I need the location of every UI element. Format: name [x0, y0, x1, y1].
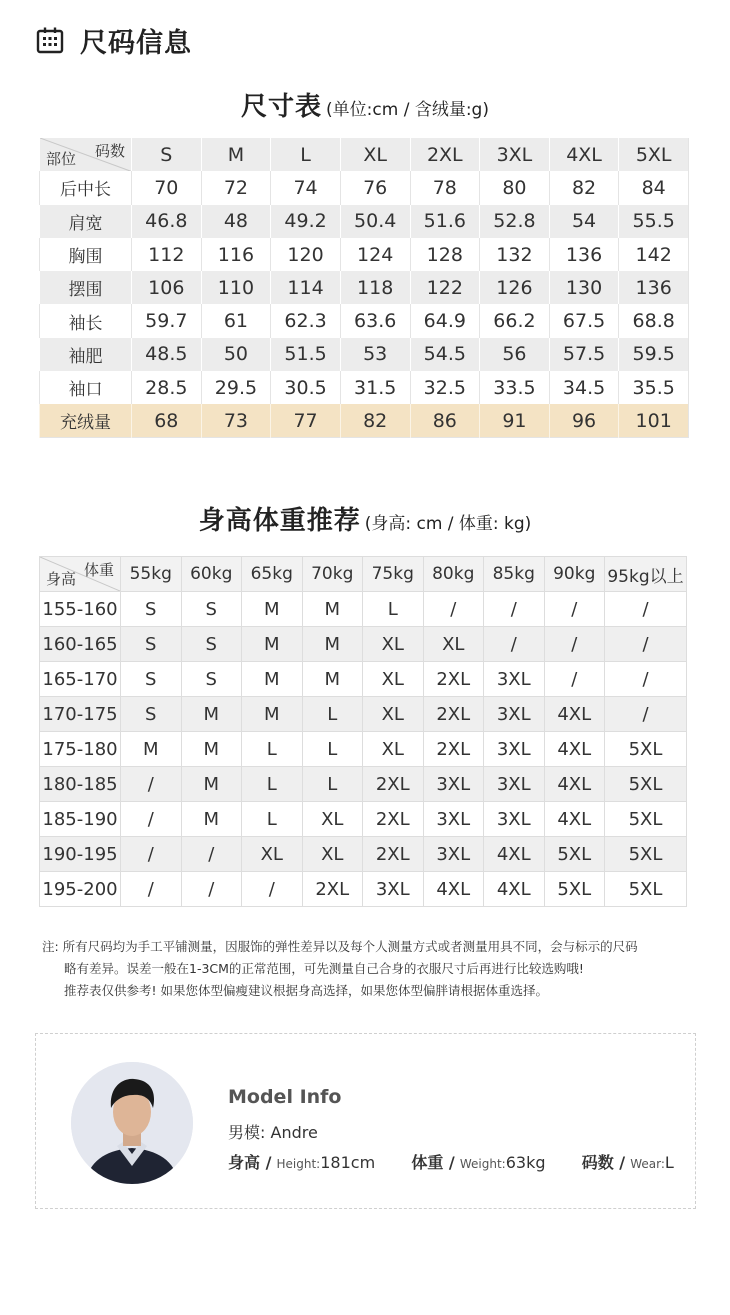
recommend-cell: 5XL: [605, 732, 687, 767]
recommend-cell: 4XL: [423, 872, 484, 907]
recommend-cell: /: [544, 627, 605, 662]
recommend-cell: S: [121, 697, 182, 732]
recommend-cell: /: [423, 592, 484, 627]
size-cell: 126: [480, 271, 550, 304]
size-row-label: 袖口: [40, 371, 132, 404]
recommend-cell: 3XL: [484, 732, 545, 767]
recommend-cell: XL: [363, 627, 424, 662]
recommend-cell: XL: [302, 837, 363, 872]
size-header-cell: 3XL: [480, 138, 550, 171]
size-cell: 82: [549, 171, 619, 204]
recommend-cell: M: [181, 732, 242, 767]
size-cell: 72: [201, 171, 271, 204]
recommend-cell: /: [605, 627, 687, 662]
model-weight-label: 体重 /: [411, 1153, 455, 1172]
weight-header-cell: 90kg: [544, 557, 605, 592]
recommend-cell: 4XL: [484, 872, 545, 907]
model-info-card: [35, 1033, 696, 1209]
recommend-cell: M: [302, 662, 363, 697]
size-row: [40, 304, 689, 337]
weight-header-cell: 85kg: [484, 557, 545, 592]
recommend-cell: L: [302, 697, 363, 732]
height-range-cell: 165-170: [40, 662, 121, 697]
recommend-row: [40, 697, 687, 732]
model-name-label: 男模:: [228, 1123, 266, 1142]
size-cell: 114: [271, 271, 341, 304]
size-cell: 46.8: [132, 205, 202, 238]
recommend-cell: S: [181, 662, 242, 697]
size-cell: 136: [619, 271, 689, 304]
recommend-cell: 3XL: [423, 802, 484, 837]
model-name-row: [228, 1120, 674, 1143]
recommend-cell: /: [544, 592, 605, 627]
recommend-cell: /: [121, 872, 182, 907]
recommend-cell: 3XL: [423, 767, 484, 802]
size-cell: 124: [340, 238, 410, 271]
corner-bottom-label: 部位: [46, 150, 77, 169]
size-header-cell: S: [132, 138, 202, 171]
corner-header-cell: [40, 138, 132, 171]
size-cell: 73: [201, 404, 271, 437]
size-row-label: 摆围: [40, 271, 132, 304]
size-header-cell: 5XL: [619, 138, 689, 171]
size-cell: 110: [201, 271, 271, 304]
recommend-cell: 5XL: [544, 872, 605, 907]
recommend-cell: L: [363, 592, 424, 627]
size-cell: 29.5: [201, 371, 271, 404]
recommend-cell: /: [181, 872, 242, 907]
recommend-cell: L: [242, 802, 303, 837]
recommend-cell: 2XL: [423, 732, 484, 767]
recommend-cell: XL: [302, 802, 363, 837]
recommend-cell: 5XL: [605, 872, 687, 907]
recommend-cell: M: [302, 592, 363, 627]
size-cell: 49.2: [271, 205, 341, 238]
recommend-cell: M: [181, 767, 242, 802]
model-height-en: Height:: [276, 1157, 321, 1171]
recommend-cell: 5XL: [605, 802, 687, 837]
recommend-cell: S: [121, 662, 182, 697]
recommend-row: [40, 767, 687, 802]
recommend-cell: L: [242, 732, 303, 767]
size-cell: 118: [340, 271, 410, 304]
recommend-cell: S: [181, 627, 242, 662]
size-cell: 116: [201, 238, 271, 271]
recommend-cell: M: [121, 732, 182, 767]
corner-bottom-label: 身高: [46, 570, 77, 588]
recommend-cell: 4XL: [484, 837, 545, 872]
size-cell: 48: [201, 205, 271, 238]
recommend-chart-table: [39, 556, 687, 907]
model-height-label: 身高 /: [228, 1153, 272, 1172]
recommend-cell: /: [121, 837, 182, 872]
size-header-cell: L: [271, 138, 341, 171]
size-cell: 68: [132, 404, 202, 437]
recommend-cell: 3XL: [484, 767, 545, 802]
size-row: [40, 205, 689, 238]
model-weight: 63kg: [505, 1153, 546, 1172]
size-cell: 130: [549, 271, 619, 304]
size-cell: 57.5: [549, 338, 619, 371]
note-line-1: 注: 所有尺码均为手工平铺测量，因服饰的弹性差异以及每个人测量方式或者测量用具不同，会与标示的尺码: [42, 939, 638, 954]
size-chart-table: [39, 138, 689, 438]
size-cell: 67.5: [549, 304, 619, 337]
recommend-cell: /: [605, 592, 687, 627]
size-cell: 96: [549, 404, 619, 437]
size-cell: 86: [410, 404, 480, 437]
recommend-cell: 2XL: [363, 837, 424, 872]
size-cell: 112: [132, 238, 202, 271]
size-chart-title: [0, 86, 730, 123]
recommend-cell: XL: [363, 697, 424, 732]
model-details: [228, 1086, 674, 1180]
size-cell: 136: [549, 238, 619, 271]
size-cell: 66.2: [480, 304, 550, 337]
height-range-cell: 155-160: [40, 592, 121, 627]
recommend-cell: M: [242, 697, 303, 732]
size-cell: 77: [271, 404, 341, 437]
recommend-cell: 5XL: [544, 837, 605, 872]
size-row-label: 胸围: [40, 238, 132, 271]
size-row: [40, 338, 689, 371]
corner-top-label: 码数: [94, 142, 125, 160]
size-row: [40, 238, 689, 271]
weight-header-cell: 80kg: [423, 557, 484, 592]
weight-header-cell: 60kg: [181, 557, 242, 592]
recommend-cell: 3XL: [363, 872, 424, 907]
recommend-row: [40, 872, 687, 907]
size-cell: 74: [271, 171, 341, 204]
weight-header-cell: 70kg: [302, 557, 363, 592]
recommend-cell: /: [484, 627, 545, 662]
size-cell: 70: [132, 171, 202, 204]
recommend-cell: L: [302, 732, 363, 767]
size-cell: 62.3: [271, 304, 341, 337]
size-chart-unit: (单位:cm / 含绒量:g): [326, 100, 489, 120]
recommend-cell: M: [242, 662, 303, 697]
recommend-cell: XL: [423, 627, 484, 662]
size-cell: 64.9: [410, 304, 480, 337]
recommend-cell: /: [121, 802, 182, 837]
size-cell: 56: [480, 338, 550, 371]
recommend-cell: /: [605, 662, 687, 697]
note-line-2: 略有差异。误差一般在1-3CM的正常范围，可先测量自己合身的衣服尺寸后再进行比较选购哦!: [64, 961, 584, 976]
recommend-cell: S: [121, 592, 182, 627]
recommend-row: [40, 627, 687, 662]
size-cell: 91: [480, 404, 550, 437]
section-header: [36, 20, 192, 60]
size-cell: 31.5: [340, 371, 410, 404]
size-cell: 52.8: [480, 205, 550, 238]
recommend-chart-heading: 身高体重推荐: [198, 506, 361, 536]
weight-header-cell: 75kg: [363, 557, 424, 592]
recommend-cell: /: [484, 592, 545, 627]
size-row-label: 袖长: [40, 304, 132, 337]
weight-header-cell: 65kg: [242, 557, 303, 592]
size-cell: 142: [619, 238, 689, 271]
size-cell: 54.5: [410, 338, 480, 371]
recommend-row: [40, 837, 687, 872]
model-weight-en: Weight:: [459, 1157, 506, 1171]
height-range-cell: 190-195: [40, 837, 121, 872]
recommend-cell: M: [181, 697, 242, 732]
size-cell: 59.7: [132, 304, 202, 337]
size-cell: 80: [480, 171, 550, 204]
size-cell: 82: [340, 404, 410, 437]
height-range-cell: 195-200: [40, 872, 121, 907]
model-wear: L: [664, 1153, 674, 1172]
height-range-cell: 170-175: [40, 697, 121, 732]
size-cell: 35.5: [619, 371, 689, 404]
recommend-cell: 3XL: [423, 837, 484, 872]
size-cell: 51.6: [410, 205, 480, 238]
height-range-cell: 160-165: [40, 627, 121, 662]
recommend-cell: M: [302, 627, 363, 662]
size-row: [40, 271, 689, 304]
weight-header-cell: 95kg以上: [605, 557, 687, 592]
model-heading: Model Info: [228, 1086, 342, 1108]
recommend-cell: /: [605, 697, 687, 732]
recommend-cell: XL: [363, 662, 424, 697]
recommend-cell: 3XL: [484, 662, 545, 697]
model-wear-label: 码数 /: [581, 1153, 626, 1172]
height-range-cell: 185-190: [40, 802, 121, 837]
size-row: [40, 171, 689, 204]
corner-top-label: 体重: [83, 561, 114, 579]
height-range-cell: 175-180: [40, 732, 121, 767]
size-notes: [42, 936, 702, 1002]
size-cell: 50: [201, 338, 271, 371]
model-stats-row: [228, 1150, 674, 1173]
calendar-icon: [36, 26, 64, 54]
size-cell: 55.5: [619, 205, 689, 238]
recommend-row: [40, 802, 687, 837]
recommend-cell: S: [121, 627, 182, 662]
recommend-cell: 4XL: [544, 697, 605, 732]
size-header-cell: M: [201, 138, 271, 171]
weight-header-cell: 55kg: [121, 557, 182, 592]
recommend-cell: 4XL: [544, 732, 605, 767]
size-cell: 76: [340, 171, 410, 204]
size-row-label: 充绒量: [40, 404, 132, 437]
height-range-cell: 180-185: [40, 767, 121, 802]
recommend-row: [40, 732, 687, 767]
size-cell: 63.6: [340, 304, 410, 337]
recommend-cell: 2XL: [423, 662, 484, 697]
size-cell: 68.8: [619, 304, 689, 337]
recommend-row: [40, 662, 687, 697]
recommend-cell: 2XL: [363, 802, 424, 837]
recommend-cell: 2XL: [423, 697, 484, 732]
size-row-label: 肩宽: [40, 205, 132, 238]
size-row-label: 后中长: [40, 171, 132, 204]
size-cell: 28.5: [132, 371, 202, 404]
recommend-cell: L: [242, 767, 303, 802]
size-cell: 51.5: [271, 338, 341, 371]
size-cell: 120: [271, 238, 341, 271]
recommend-cell: /: [121, 767, 182, 802]
recommend-cell: 5XL: [605, 837, 687, 872]
size-header-cell: 4XL: [549, 138, 619, 171]
recommend-cell: /: [242, 872, 303, 907]
size-cell: 53: [340, 338, 410, 371]
size-cell: 128: [410, 238, 480, 271]
model-height: 181cm: [320, 1153, 376, 1172]
recommend-cell: M: [242, 592, 303, 627]
recommend-header-row: [40, 557, 687, 592]
size-cell: 78: [410, 171, 480, 204]
note-line-3: 推荐表仅供参考! 如果您体型偏瘦建议根据身高选择，如果您体型偏胖请根据体重选择。: [64, 983, 548, 998]
size-row: [40, 404, 689, 437]
size-row: [40, 371, 689, 404]
recommend-cell: 5XL: [605, 767, 687, 802]
size-header-cell: XL: [340, 138, 410, 171]
page-title: 尺码信息: [80, 27, 192, 59]
size-cell: 50.4: [340, 205, 410, 238]
size-cell: 59.5: [619, 338, 689, 371]
size-cell: 32.5: [410, 371, 480, 404]
model-name: Andre: [270, 1123, 318, 1142]
recommend-cell: S: [181, 592, 242, 627]
recommend-cell: 3XL: [484, 802, 545, 837]
recommend-cell: 4XL: [544, 767, 605, 802]
size-header-cell: 2XL: [410, 138, 480, 171]
recommend-cell: XL: [363, 732, 424, 767]
recommend-cell: M: [181, 802, 242, 837]
model-wear-en: Wear:: [630, 1157, 665, 1171]
size-cell: 30.5: [271, 371, 341, 404]
size-cell: 34.5: [549, 371, 619, 404]
recommend-cell: 3XL: [484, 697, 545, 732]
recommend-cell: M: [242, 627, 303, 662]
recommend-chart-title: [0, 500, 730, 537]
size-cell: 122: [410, 271, 480, 304]
corner-header-cell: [40, 557, 121, 592]
size-chart-heading: 尺寸表: [241, 92, 323, 122]
recommend-row: [40, 592, 687, 627]
size-row-label: 袖肥: [40, 338, 132, 371]
recommend-chart-unit: (身高: cm / 体重: kg): [364, 514, 532, 534]
size-cell: 106: [132, 271, 202, 304]
size-cell: 33.5: [480, 371, 550, 404]
model-avatar: [71, 1062, 193, 1184]
size-cell: 101: [619, 404, 689, 437]
recommend-cell: XL: [242, 837, 303, 872]
size-cell: 84: [619, 171, 689, 204]
recommend-cell: L: [302, 767, 363, 802]
size-cell: 132: [480, 238, 550, 271]
size-cell: 54: [549, 205, 619, 238]
size-cell: 61: [201, 304, 271, 337]
recommend-cell: 2XL: [363, 767, 424, 802]
size-header-row: [40, 138, 689, 171]
size-cell: 48.5: [132, 338, 202, 371]
recommend-cell: /: [544, 662, 605, 697]
model-portrait-icon: [71, 1062, 193, 1184]
recommend-cell: 2XL: [302, 872, 363, 907]
recommend-cell: 4XL: [544, 802, 605, 837]
recommend-cell: /: [181, 837, 242, 872]
